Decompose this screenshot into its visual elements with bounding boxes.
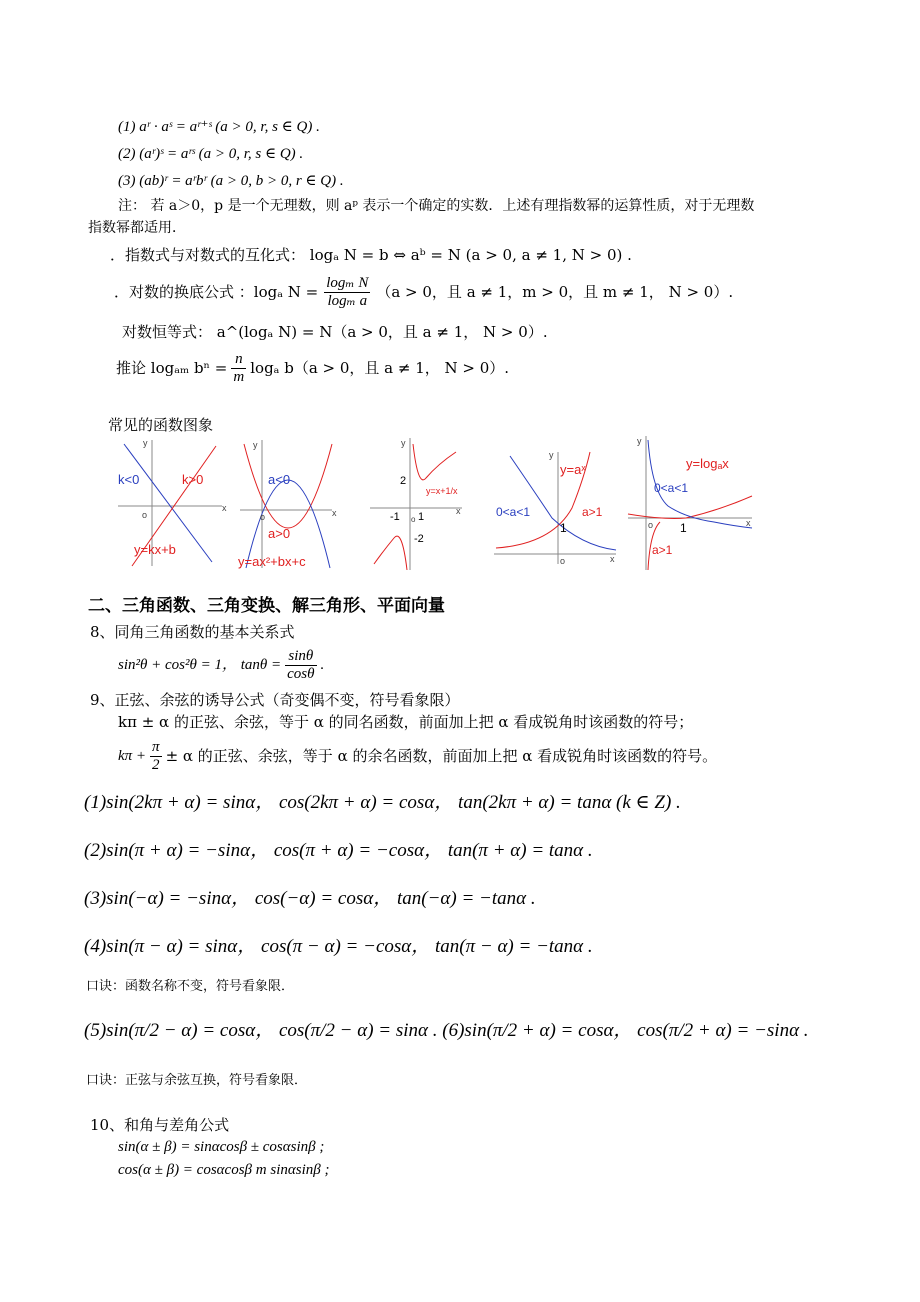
logarithm-function-graph [624, 432, 758, 572]
two-denominator: 2 [152, 756, 160, 773]
section-title: 二、三角函数、三角变换、解三角形、平面向量 [88, 596, 445, 616]
x-axis-label: x [222, 503, 227, 513]
tick-two: 2 [400, 475, 407, 487]
induction-formula-3: (3)sin(−α) = −sinα， cos(−α) = cosα， tan(−α) = −tanα . [84, 888, 536, 909]
hook-curve-right [413, 444, 456, 480]
induction-formula-4: (4)sin(π − α) = sinα， cos(π − α) = −cosα， tan(π − α) = −tanα . [84, 936, 593, 957]
log-big-base-label: a>1 [652, 543, 673, 557]
log-identity: 对数恒等式： a^(logₐ N) = N（a > 0，且 a ≠ 1， N > 0）. [122, 323, 548, 341]
y-axis-label: y [253, 440, 258, 450]
log-corollary [116, 346, 509, 390]
log-base-suffix: （a > 0，且 a ≠ 1，m > 0，且 m ≠ 1， N > 0）. [376, 283, 734, 301]
linear-function-graph [112, 436, 232, 570]
intercept-one: 1 [680, 521, 687, 535]
log-coro-denominator: m [233, 368, 245, 385]
exp-note-line2: 指数幂都适用． [88, 220, 186, 236]
tan-numerator: sinθ [285, 648, 316, 666]
k-positive-label: k>0 [182, 472, 204, 487]
log-coro-suffix: logₐ b（a > 0，且 a ≠ 1， N > 0）. [250, 359, 510, 377]
y-axis-label: y [549, 450, 554, 460]
pi-numerator: π [152, 739, 160, 755]
hook-function-graph [366, 436, 470, 574]
log-base-prefix: ．对数的换底公式 ：logₐ N = [114, 283, 319, 301]
y-axis-label: y [637, 436, 642, 446]
item-9-rule-a: kπ ± α 的正弦、余弦，等于 α 的同名函数，前面加上把 α 看成锐角时该函数的符号； [118, 713, 694, 731]
log-change-of-base [114, 270, 733, 314]
origin-label: o [411, 515, 416, 524]
log-coro-numerator: n [231, 351, 246, 369]
rule-b-suffix: ± α 的正弦、余弦，等于 α 的余名函数，前面加上把 α 看成锐角时该函数的符号。 [165, 747, 718, 765]
log-coro-fraction [231, 351, 246, 385]
hook-equation-label: y=x+1/x [426, 486, 458, 496]
item-9-heading: 9、正弦、余弦的诱导公式（奇变偶不变，符号看象限） [90, 691, 460, 709]
item-8-formula [118, 642, 324, 688]
x-axis-label: x [746, 518, 751, 528]
log-equation-label: y=logₐx [686, 456, 729, 471]
intercept-one: 1 [560, 521, 567, 535]
a-negative-label: a<0 [268, 472, 291, 487]
induction-formula-2: (2)sin(π + α) = −sinα， cos(π + α) = −cosα， tan(π + α) = tanα . [84, 840, 593, 861]
y-axis-label: y [143, 438, 148, 448]
log-conversion: ．指数式与对数式的互化式： logₐ N = b ⇔ aᵇ = N (a > 0, a ≠ 1, N > 0) . [110, 246, 632, 264]
log-base-denominator: logₘ a [327, 292, 368, 309]
item-10-heading: 10、和角与差角公式 [90, 1116, 230, 1134]
k-negative-label: k<0 [118, 472, 140, 487]
quadratic-function-graph [236, 436, 344, 570]
pi-half-fraction [150, 739, 162, 773]
period: . [320, 657, 325, 673]
origin-label: o [560, 556, 566, 566]
log-coro-prefix: 推论 logₐₘ bⁿ = [116, 359, 228, 377]
tick-neg-two: -2 [414, 533, 424, 545]
exp-note-line1: 注： 若 a＞0，p 是一个无理数，则 aᵖ 表示一个确定的实数．上述有理指数幂的运算性质，对于无理数 [118, 198, 755, 214]
x-axis-label: x [456, 506, 461, 516]
sum-formula-sin: sin(α ± β) = sinαcosβ ± cosαsinβ ; [118, 1139, 325, 1155]
tick-neg-one: -1 [390, 511, 400, 523]
tick-one: 1 [418, 511, 425, 523]
tan-fraction [285, 648, 316, 682]
exp-rule-1: (1) aʳ · aˢ = aʳ⁺ˢ (a > 0, r, s ∈ Q) . [118, 119, 320, 135]
origin-label: o [142, 510, 148, 520]
rule-b-prefix: kπ + [118, 748, 147, 764]
exp-big-base-label: a>1 [582, 505, 603, 519]
exp-equation-label: y=aˣ [560, 462, 586, 477]
x-axis-label: x [610, 554, 615, 564]
origin-label: o [260, 512, 266, 522]
mnemonic-2: 口诀：正弦与余弦互换，符号看象限． [86, 1073, 308, 1088]
x-axis-label: x [332, 508, 337, 518]
exp-small-base-label: 0<a<1 [496, 505, 531, 519]
exp-rule-2: (2) (aʳ)ˢ = aʳˢ (a > 0, r, s ∈ Q) . [118, 146, 304, 162]
quadratic-equation-label: y=ax²+bx+c [238, 554, 306, 569]
induction-formula-5-6: (5)sin(π/2 − α) = cosα， cos(π/2 − α) = sinα . (6)sin(π/2 + α) = cosα， cos(π/2 + α) = −sinα . [84, 1020, 809, 1041]
exponential-function-graph [492, 448, 624, 568]
linear-equation-label: y=kx+b [134, 542, 176, 557]
item-8-prefix: sin²θ + cos²θ = 1， tanθ = [118, 657, 282, 673]
mnemonic-1: 口诀：函数名称不变，符号看象限． [86, 979, 295, 994]
graphs-title: 常见的函数图象 [108, 416, 214, 434]
log-base-numerator: logₘ N [326, 275, 369, 291]
induction-formula-1: (1)sin(2kπ + α) = sinα， cos(2kπ + α) = cosα， tan(2kπ + α) = tanα (k ∈ Z) . [84, 792, 681, 813]
a-positive-label: a>0 [268, 526, 291, 541]
exp-rule-3: (3) (ab)ʳ = aʳbʳ (a > 0, b > 0, r ∈ Q) . [118, 173, 344, 189]
tan-denominator: cosθ [287, 665, 315, 682]
log-curve-a-greater-1 [628, 496, 752, 519]
sum-formula-cos: cos(α ± β) = cosαcosβ m sinαsinβ ; [118, 1162, 330, 1178]
item-8-heading: 8、同角三角函数的基本关系式 [90, 623, 295, 641]
log-small-base-label: 0<a<1 [654, 481, 689, 495]
item-9-rule-b [118, 734, 717, 778]
y-axis-label: y [401, 438, 406, 448]
origin-label: o [648, 520, 654, 530]
hook-curve-left [374, 536, 407, 570]
log-base-fraction [324, 275, 370, 309]
